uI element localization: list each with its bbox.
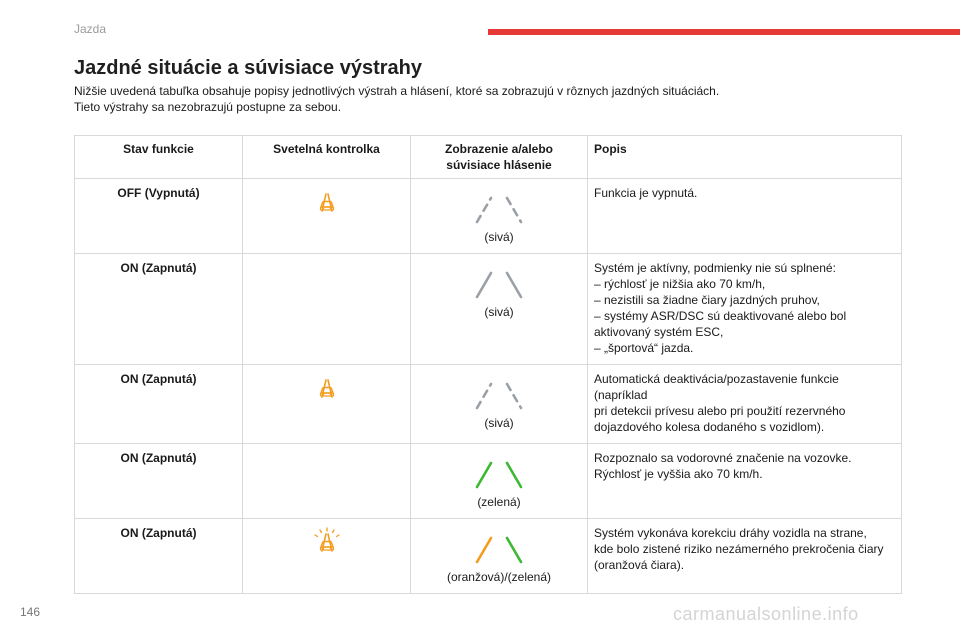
section-title: Jazdné situácie a súvisiace výstrahy [74, 57, 422, 79]
display-cell [411, 179, 588, 254]
running-head: Jazda [74, 22, 107, 36]
description-cell [588, 254, 902, 365]
lamp-cell [243, 254, 411, 365]
description-line: pri detekcii prívesu alebo pri použití rezervného [594, 404, 846, 418]
header-display [411, 136, 588, 179]
display-caption: (oranžová)/(zelená) [446, 570, 552, 584]
description-line: Funkcia je vypnutá. [594, 186, 698, 200]
intro-line: Nižšie uvedená tabuľka obsahuje popisy jednotlivých výstrah a hlásení, ktoré sa zobrazujú v rôznych jazdných situáciách. [74, 84, 720, 98]
description-line: – rýchlosť je nižšia ako 70 km/h, [594, 277, 766, 291]
description-line: dojazdového kolesa dodaného s vozidlom). [594, 420, 825, 434]
table-row [75, 444, 902, 519]
description-cell [588, 365, 902, 444]
lane-markings-solid-icon [417, 535, 581, 565]
state-cell: ON (Zapnutá) [75, 444, 243, 519]
display-caption: (sivá) [484, 416, 514, 430]
state-cell: ON (Zapnutá) [75, 365, 243, 444]
lane-departure-warning-active-icon [312, 527, 342, 559]
state-cell: ON (Zapnutá) [75, 254, 243, 365]
state-cell: ON (Zapnutá) [75, 519, 243, 594]
description-cell [588, 444, 902, 519]
warnings-table [74, 135, 902, 594]
lane-markings-solid-icon [417, 460, 581, 490]
table-row [75, 365, 902, 444]
description-line: Systém vykonáva korekciu dráhy vozidla na strane, [594, 526, 867, 540]
lane-departure-warning-icon [312, 187, 342, 219]
description-cell [588, 519, 902, 594]
lamp-cell [243, 365, 411, 444]
lane-departure-warning-icon [312, 373, 342, 405]
state-cell: OFF (Vypnutá) [75, 179, 243, 254]
description-line: Rozpoznalo sa vodorovné značenie na vozovke. [594, 451, 852, 465]
lane-markings-dashed-icon [417, 381, 581, 411]
lane-markings-solid-icon [417, 270, 581, 300]
watermark: carmanualsonline.info [673, 604, 859, 624]
description-line: (oranžová čiara). [594, 558, 685, 572]
lane-markings-dashed-icon [417, 195, 581, 225]
lamp-cell [243, 444, 411, 519]
display-caption: (sivá) [484, 230, 514, 244]
table-row [75, 179, 902, 254]
header-desc: Popis [588, 136, 902, 179]
description-line: – systémy ASR/DSC sú deaktivované alebo bol [594, 309, 847, 323]
header-accent-bar [488, 29, 960, 35]
description-line: Automatická deaktivácia/pozastavenie funkcie (napríklad [594, 372, 839, 402]
description-line: – „športová“ jazda. [594, 341, 694, 355]
header-display-line: súvisiace hlásenie [446, 158, 552, 172]
description-line: kde bolo zistené riziko nezámerného prekročenia čiary [594, 542, 884, 556]
intro-text [74, 83, 719, 115]
description-line: aktivovaný systém ESC, [594, 325, 724, 339]
display-cell [411, 519, 588, 594]
header-state: Stav funkcie [75, 136, 243, 179]
display-caption: (zelená) [477, 495, 521, 509]
header-display-line: Zobrazenie a/alebo [444, 142, 554, 156]
table-row [75, 519, 902, 594]
table-row [75, 254, 902, 365]
description-line: Rýchlosť je vyššia ako 70 km/h. [594, 467, 763, 481]
display-caption: (sivá) [484, 305, 514, 319]
header-lamp: Svetelná kontrolka [243, 136, 411, 179]
intro-line: Tieto výstrahy sa nezobrazujú postupne za sebou. [74, 100, 342, 114]
display-cell [411, 444, 588, 519]
lamp-cell [243, 519, 411, 594]
display-cell [411, 254, 588, 365]
table-header-row [75, 136, 902, 179]
lamp-cell [243, 179, 411, 254]
description-line: – nezistili sa žiadne čiary jazdných pruhov, [594, 293, 820, 307]
description-line: Systém je aktívny, podmienky nie sú splnené: [594, 261, 836, 275]
page-number: 146 [20, 605, 41, 619]
description-cell [588, 179, 902, 254]
display-cell [411, 365, 588, 444]
